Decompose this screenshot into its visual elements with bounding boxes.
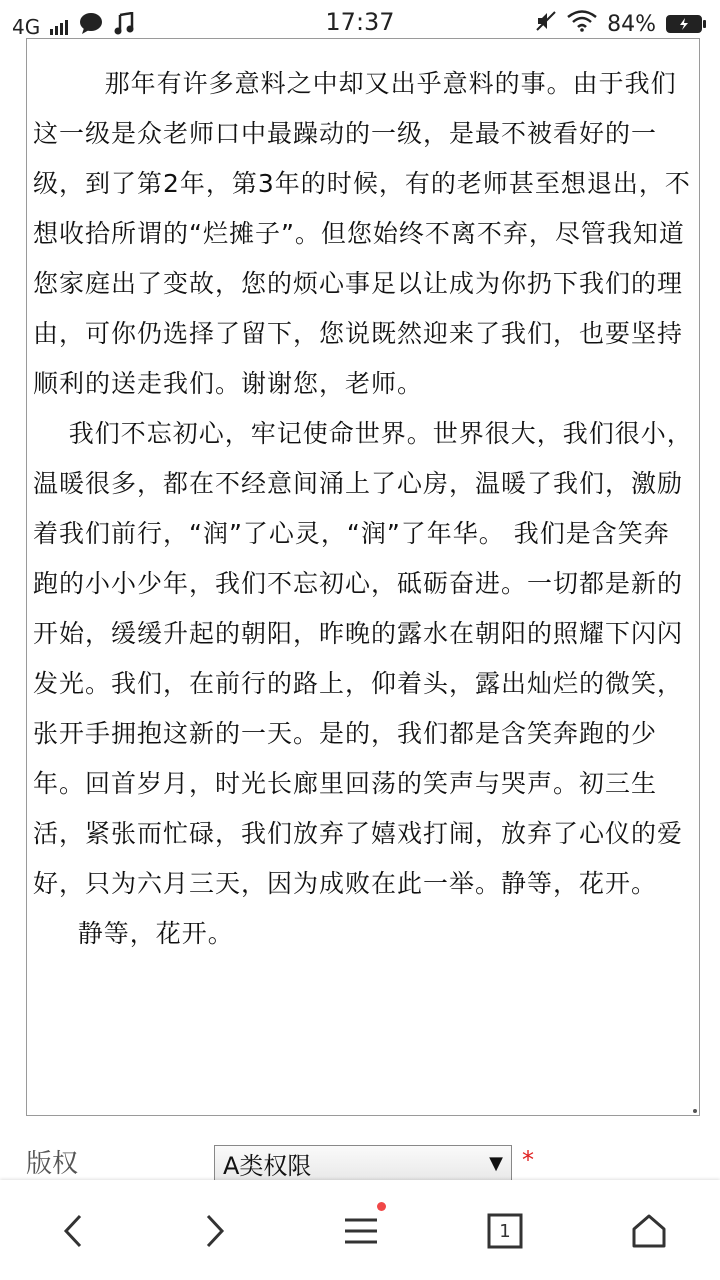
required-mark: * [522, 1146, 534, 1174]
tab-count: 1 [499, 1220, 511, 1242]
bottom-nav [0, 1180, 720, 1280]
chat-icon [78, 12, 104, 41]
copyright-selected-value: A类权限 [223, 1151, 312, 1180]
paragraph: 静等，花开。 [33, 919, 234, 948]
copyright-label: 版权 [26, 1149, 79, 1179]
status-right [535, 10, 706, 38]
home-icon [631, 1213, 667, 1249]
notification-dot [377, 1202, 386, 1211]
dropdown-arrow-icon: ▼ [489, 1152, 503, 1174]
status-left [12, 12, 134, 41]
signal-icon [50, 19, 68, 35]
music-icon [114, 12, 134, 41]
clock: 17:37 [325, 8, 395, 36]
menu-button[interactable] [336, 1208, 386, 1254]
menu-icon [343, 1216, 379, 1246]
article-textarea[interactable] [26, 38, 700, 1116]
home-button[interactable] [624, 1208, 674, 1254]
paragraph: 那年有许多意料之中却又出乎意料的事。由于我们这一级是众老师口中最躁动的一级，是最不被看好的一级，到了第2年，第3年的时候，有的老师甚至想退出，不想收拾所谓的“烂摊子”。但您始终不离不弃，尽管我知道您家庭出了变故，您的烦心事足以让成为你扔下我们的理由，可你仍选择了留下，您说既然迎来了我们，也要坚持顺利的送走我们。谢谢您，老师。 [33, 69, 691, 398]
resize-grip-icon[interactable] [693, 1109, 697, 1113]
paragraph: 我们不忘初心，牢记使命世界。世界很大，我们很小，温暖很多，都在不经意间涌上了心房，温暖了我们，激励着我们前行，“润”了心灵，“润”了年华。 我们是含笑奔跑的小小少年，我们不忘初心，砥砺奋进。一切都是新的开始，缓缓升起的朝阳，昨晚的露水在朝阳的照耀下闪闪发光。我们，在前行的路上，仰着头，露出灿烂的微笑，张开手拥抱这新的一天。是的，我们都是含笑奔跑的少年。回首岁月，时光长廊里回荡的笑声与哭声。初三生活，紧张而忙碌，我们放弃了嬉戏打闹，放弃了心仪的爱好，只为六月三天，因为成败在此一举。静等，花开。 [33, 419, 693, 898]
battery-icon [666, 15, 706, 33]
back-button[interactable] [48, 1208, 98, 1254]
copyright-select[interactable] [214, 1145, 512, 1181]
battery-percent: 84% [607, 11, 656, 37]
mute-icon [535, 10, 557, 38]
tabs-button[interactable] [480, 1208, 530, 1254]
chevron-right-icon [202, 1213, 228, 1249]
chevron-left-icon [60, 1213, 86, 1249]
wifi-icon [567, 10, 597, 38]
forward-button[interactable] [190, 1208, 240, 1254]
network-type: 4G [12, 14, 41, 39]
